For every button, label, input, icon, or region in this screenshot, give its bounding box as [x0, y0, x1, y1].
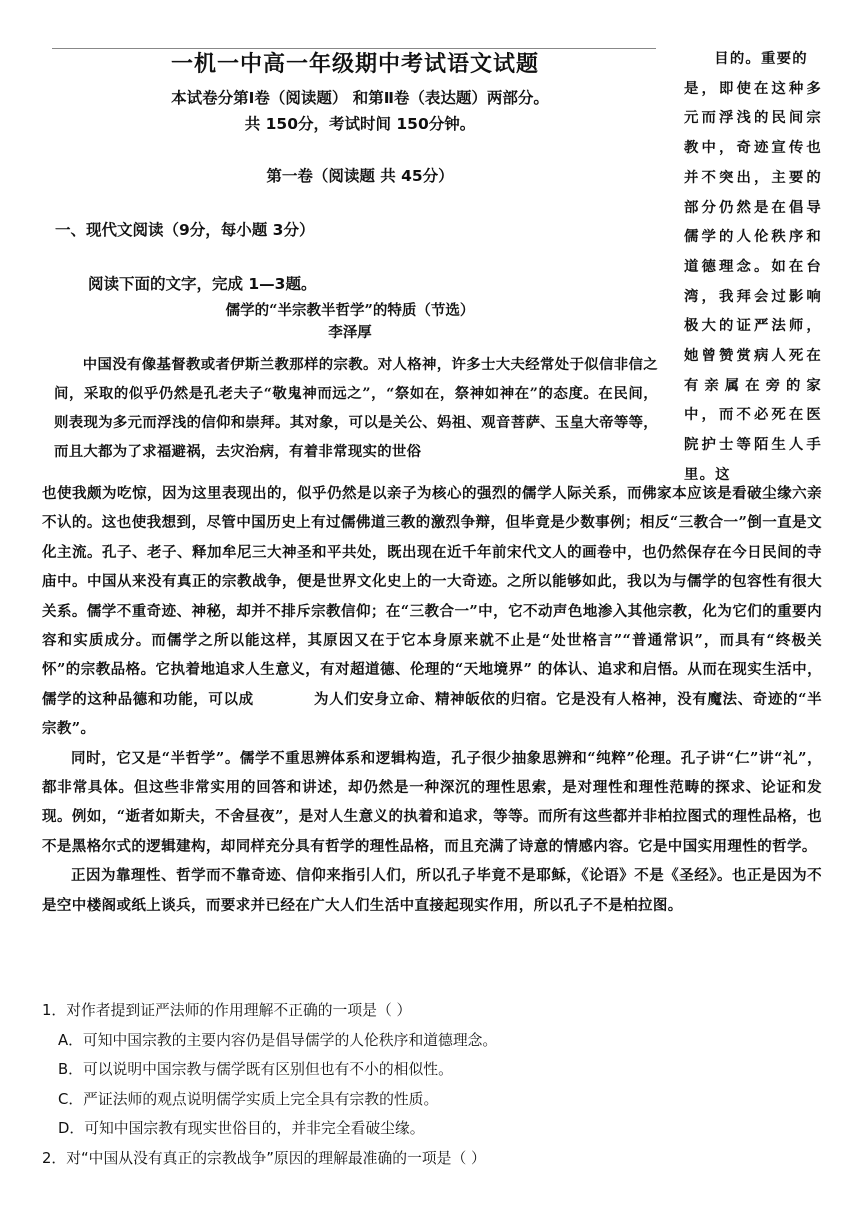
exam-subtitle-structure: 本试卷分第Ⅰ卷（阅读题） 和第Ⅱ卷（表达题）两部分。 [171, 89, 549, 107]
question-list [42, 996, 822, 1173]
paragraph-1-text-a: 也使我颇为吃惊，因为这里表现出的，似乎仍然是以亲子为核心的强烈的儒学人际关系，而佛家本应该是看破尘缘六亲不认的。这也使我想到，尽管中国历史上有过儒佛道三教的激烈争辩，但毕竟是少数事例；相反“三教合一”倒一直是文化主流。孔子、老子、释加牟尼三大神圣和平共处，既出现在近千年前宋代文人的画卷中，也仍然保存在今日民间的寺庙中。中国从来没有真正的宗教战争，便是世界文化史上的一大奇迹。之所以能够如此，我以为与儒学的包容性有很大关系。儒学不重奇迹、神秘，却并不排斥宗教信仰；在“三教合一”中，它不动声色地渗入其他宗教，化为它们的重要内容和实质成分。而儒学之所以能这样，其原因又在于它本身原来就不止是“处世格言”“普通常识”，而具有“终极关怀”的宗教品格。它执着地追求人生意义，有对超道德、伦理的“天地境界” 的体认、追求和启悟。从而在现实生活中，儒学的这种品德和功能，可以成 [42, 485, 822, 708]
header-rule [52, 48, 656, 49]
paragraph-1-text-b: 为人们安身立命、精神皈依的归宿。它是没有人格神，没有魔法、奇迹的“半宗教”。 [42, 690, 822, 738]
right-column-first-line: 目的。重要的 [714, 50, 808, 67]
question-2-stem: 2．对“中国从没有真正的宗教战争”原因的理解最准确的一项是（ ） [42, 1149, 486, 1167]
exam-title: 一机一中高一年级期中考试语文试题 [170, 52, 539, 77]
essay-author: 李泽厚 [328, 324, 372, 341]
part-heading: 一、现代文阅读（9分，每小题 3分） [55, 221, 315, 239]
essay-paragraph-2: 同时，它又是“半哲学”。儒学不重思辨体系和逻辑构造，孔子很少抽象思辨和“纯粹”伦理。孔子讲“仁”讲“礼”，都非常具体。但这些非常实用的回答和讲述，却仍然是一种深沉的理性思索，是对理性和理性范畴的探求、论证和发现。例如，“逝者如斯夫，不舍昼夜”，是对人生意义的执着和追求，等等。而所有这些都并非柏拉图式的理性品格，也不是黑格尔式的逻辑建构，却同样充分具有哲学的理性品格，而且充满了诗意的情感内容。它是中国实用理性的哲学。 [42, 749, 822, 855]
reading-instruction: 阅读下面的文字，完成 1—3题。 [88, 275, 317, 293]
question-1-option-c: C．严证法师的观点说明儒学实质上完全具有宗教的性质。 [58, 1090, 439, 1108]
section-title: 第一卷（阅读题 共 45分） [266, 167, 454, 185]
essay-title: 儒学的“半宗教半哲学”的特质（节选） [225, 302, 475, 319]
essay-paragraph-3: 正因为靠理性、哲学而不靠奇迹、信仰来指引人们，所以孔子毕竟不是耶稣，《论语》不是《圣经》。也正是因为不是空中楼阁或纸上谈兵，而要求并已经在广大人们生活中直接起现实作用，所以孔子不是柏拉图。 [42, 867, 822, 914]
right-column-text: 是，即使在这种多元而浮浅的民间宗教中，奇迹宣传也并不突出，主要的部分仍然是在倡导儒学的人伦秩序和道德理念。如在台湾，我拜会过影响极大的证严法师，她曾赞赏病人死在有亲属在旁的家中，而不必死在医院护士等陌生人手里。这 [684, 79, 822, 483]
exam-subtitle-score-time: 共 150分，考试时间 150分钟。 [244, 115, 476, 133]
essay-paragraph-1-left: 中国没有像基督教或者伊斯兰教那样的宗教。对人格神，许多士大夫经常处于似信非信之间，采取的似乎仍然是孔老夫子“敬鬼神而远之”，“祭如在，祭神如神在”的态度。在民间，则表现为多元而浮浅的信仰和崇拜。其对象，可以是关公、妈祖、观音菩萨、玉皇大帝等等，而且大都为了求福避祸，去灾治病，有着非常现实的世俗 [54, 356, 658, 460]
essay-body [42, 479, 822, 920]
essay-paragraph-1-continued [42, 479, 822, 744]
question-1-option-d: D．可知中国宗教有现实世俗目的，并非完全看破尘缘。 [58, 1120, 425, 1137]
question-1-option-a: A．可知中国宗教的主要内容仍是倡导儒学的人伦秩序和道德理念。 [58, 1031, 498, 1049]
question-1-stem: 1．对作者提到证严法师的作用理解不正确的一项是（ ） [42, 1002, 412, 1019]
essay-right-column [684, 44, 822, 490]
question-1-option-b: B．可以说明中国宗教与儒学既有区别但也有不小的相似性。 [58, 1061, 453, 1078]
